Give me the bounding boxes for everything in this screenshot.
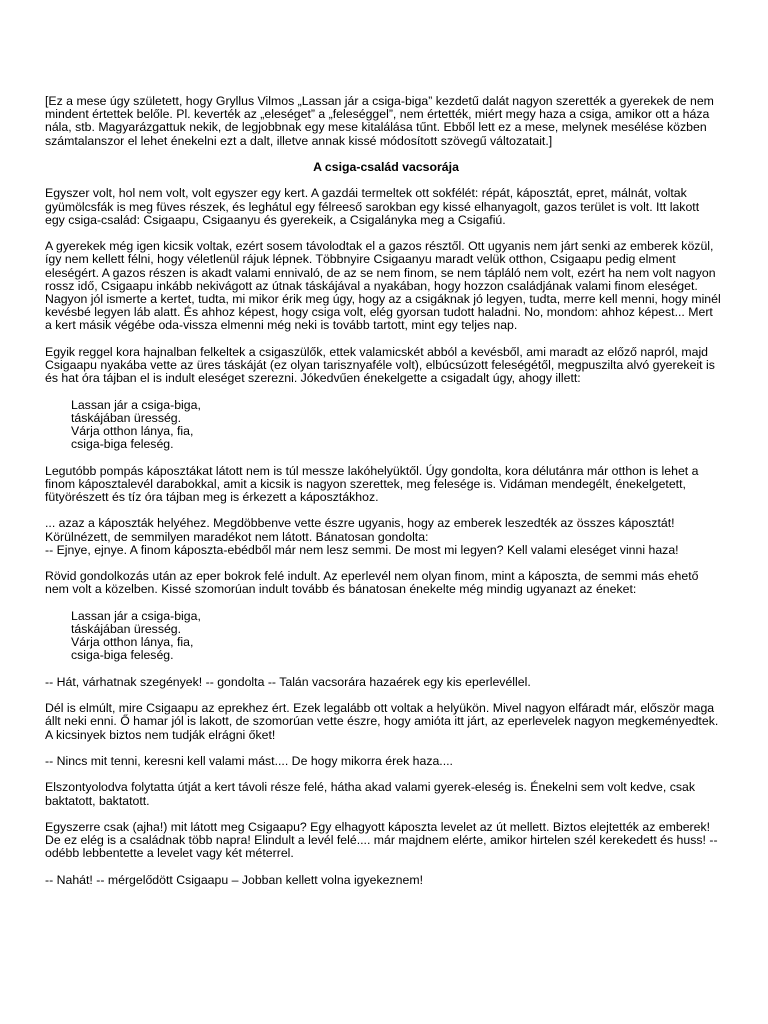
paragraph-7: -- Hát, várhatnak szegények! -- gondolta -- Talán vacsorára hazaérek egy kis eperlevéllel. (45, 674, 531, 689)
paragraph-1: Egyszer volt, hol nem volt, volt egyszer egy kert. A gazdái termeltek ott sokfélét: répát, káposztát, epret, málnát, voltak gyümölcsfák is meg füves részek, és leghátul egy félreeső sarokban egy kissé elhanyagolt, gazos terület is volt. Itt lakott egy csiga-család: Csigaapu, Csigaanyu és gyerekeik, a Csigalányka meg a Csigafiú. (45, 186, 700, 227)
paragraph-12: -- Nahát! -- mérgelődött Csigaapu – Jobban kellett volna igyekeznem! (45, 872, 423, 887)
paragraph-3: Egyik reggel kora hajnalban felkeltek a csigaszülők, ettek valamicskét abból a kevésből, ami maradt az előző napról, majd Csigaapu nyakába vette az üres táskáját (ez olyan tarisznyaféle volt), elbúcsúzott feleségétől, megpuszilta alvó gyerekeit is és hat óra tájban el is indult eleséget szerezni. Jókedvűen énekelgette a csigadalt úgy, ahogy illett: (45, 344, 715, 386)
paragraph-10: Elszontyolodva folytatta útját a kert távoli része felé, hátha akad valami gyerek-eleség is. Énekelni sem volt kedve, csak baktatott, baktatott. (45, 780, 696, 808)
paragraph-11: Egyszerre csak (ajha!) mit látott meg Csigaapu? Egy elhagyott káposzta levelet az út mellett. Biztos elejtették az emberek! De ez elég is a családnak több napra! Elindult a levél felé.... már majdnem elérte, amikor hirtelen szél kerekedett és huss! -- odébb lebbentette a levelet vagy két méterrel. (45, 819, 718, 861)
song-verse-1: Lassan jár a csiga-biga, táskájában üresség. Várja otthon lánya, fia, csiga-biga feleség. (71, 397, 201, 452)
paragraph-4: Legutóbb pompás káposztákat látott nem is túl messze lakóhelyüktől. Úgy gondolta, kora délutánra már otthon is lehet a finom káposztalevél darabokkal, amit a kicsik is nagyon szerettek, meg felesége is. Vidáman mendegélt, énekelgetett, fütyörészett és tíz óra tájban meg is érkezett a káposztákhoz. (45, 463, 699, 504)
paragraph-9: -- Nincs mit tenni, keresni kell valami mást.... De hogy mikorra érek haza.... (45, 753, 453, 768)
paragraph-8: Dél is elmúlt, mire Csigaapu az eprekhez ért. Ezek legalább ott voltak a helyükön. Mivel nagyon elfáradt már, először maga állt neki enni. Ő hamar jól is lakott, de szomorúan vette észre, hogy amióta itt járt, az eperlevelek nagyon megkeményedtek. A kicsinyek biztos nem tudják elrágni őket! (45, 701, 719, 742)
intro-note: [Ez a mese úgy született, hogy Gryllus Vilmos „Lassan jár a csiga-biga” kezdetű dalát nagyon szerették a gyerekek de nem mindent értettek belőle. Pl. keverték az „eleséget” a „feleséggel”, nem értették, miért megy haza a csiga, amikor ott a háza nála, stb. Magyarázgattuk nekik, de legjobbnak egy mese kitalálása tűnt. Ebből lett ez a mese, melynek mesélése közben számtalanszor el lehet énekelni ezt a dalt, illetve annak kissé módosított szövegű változatait.] (45, 94, 714, 148)
paragraph-5: ... azaz a káposzták helyéhez. Megdöbbenve vette észre ugyanis, hogy az emberek leszedték az összes káposztát! Körülnézett, de semmilyen maradékot nem látott. Bánatosan gondolta: -- Ejnye, ejnye. A finom káposzta-ebédből már nem lesz semmi. De most mi legyen? Kell valami eleséget vinni haza! (45, 516, 679, 557)
paragraph-6: Rövid gondolkozás után az eper bokrok felé indult. Az eperlevél nem olyan finom, mint a káposzta, de semmi más ehető nem volt a közelben. Kissé szomorúan indult tovább és bánatosan énekelte még mindig ugyanazt az éneket: (45, 569, 699, 597)
paragraph-2: A gyerekek még igen kicsik voltak, ezért sosem távolodtak el a gazos résztől. Ott ugyanis nem járt senki az emberek közül, így nem kellett félni, hogy véletlenül rájuk lépnek. Többnyire Csigaanyu maradt velük otthon, Csigaapu pedig elment eleségért. A gazos részen is akadt valami ennivaló, de az se nem finom, se nem tápláló nem volt, ezért ha nem volt nagyon rossz idő, Csigaapu inkább nekivágott az útnak táskájával a nyakában, hogy hozzon családjának valami finom eleséget. Nagyon jól ismerte a kertet, tudta, mi mikor érik meg úgy, hogy az a csigáknak jó legyen, tudta, merre kell menni, hogy minél kevésbé legyen láb alatt. És ahhoz képest, hogy csiga volt, elég gyorsan tudott haladni. No, mondom: ahhoz képest... Mert a kert másik végébe oda-vissza elmenni még neki is tovább tartott, mint egy teljes nap. (45, 239, 721, 333)
song-verse-2: Lassan jár a csiga-biga, táskájában üresség. Várja otthon lánya, fia, csiga-biga feleség. (71, 608, 201, 663)
document-body (45, 95, 727, 900)
story-title: A csiga-család vacsorája (313, 160, 459, 174)
